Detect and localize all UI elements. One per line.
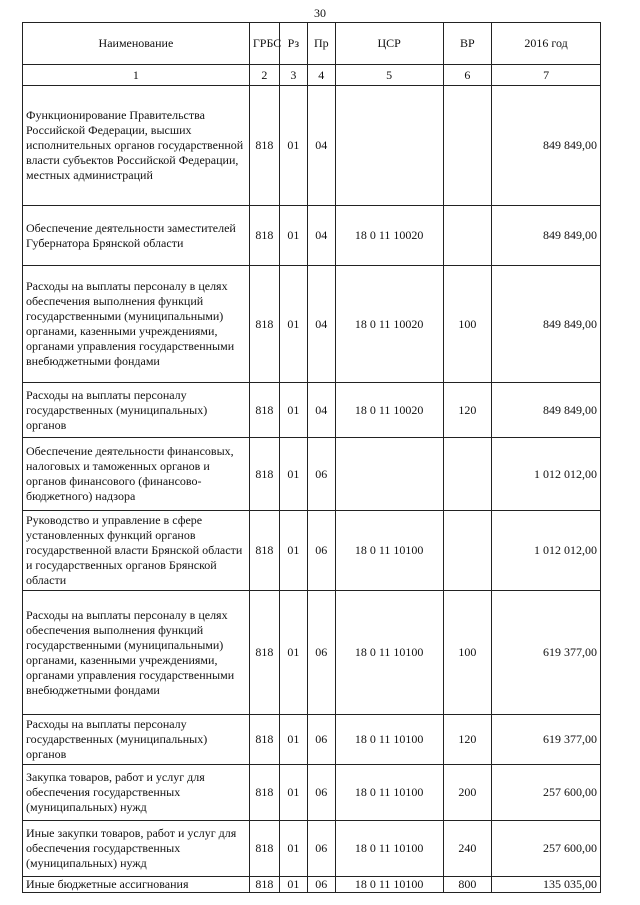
- header-vr: ВР: [443, 23, 492, 65]
- row-vr: [443, 206, 492, 266]
- table-row: [23, 591, 601, 715]
- row-grbs: 818: [249, 86, 279, 206]
- row-csr: [335, 438, 443, 511]
- row-name: Обеспечение деятельности финансовых, налоговых и таможенных органов и органов финансового (финансово-бюджетного) надзора: [23, 438, 250, 511]
- row-name: Обеспечение деятельности заместителей Губернатора Брянской области: [23, 206, 250, 266]
- row-pr: 06: [307, 765, 335, 821]
- row-name: Иные бюджетные ассигнования: [23, 877, 250, 893]
- row-grbs: 818: [249, 715, 279, 765]
- row-vr: 100: [443, 591, 492, 715]
- table-row: [23, 765, 601, 821]
- row-vr: [443, 511, 492, 591]
- row-rz: 01: [279, 383, 307, 438]
- row-rz: 01: [279, 765, 307, 821]
- column-number: 5: [335, 65, 443, 86]
- row-csr: 18 0 11 10100: [335, 591, 443, 715]
- row-csr: 18 0 11 10100: [335, 511, 443, 591]
- table-row: [23, 383, 601, 438]
- row-grbs: 818: [249, 206, 279, 266]
- header-rz: Рз: [279, 23, 307, 65]
- header-pr: Пр: [307, 23, 335, 65]
- row-rz: 01: [279, 591, 307, 715]
- row-rz: 01: [279, 821, 307, 877]
- column-number: 7: [492, 65, 601, 86]
- table-row: [23, 86, 601, 206]
- row-sum: 619 377,00: [492, 591, 601, 715]
- column-number: 1: [23, 65, 250, 86]
- row-sum: 257 600,00: [492, 765, 601, 821]
- row-rz: 01: [279, 877, 307, 893]
- row-grbs: 818: [249, 821, 279, 877]
- row-grbs: 818: [249, 438, 279, 511]
- row-sum: 257 600,00: [492, 821, 601, 877]
- budget-table: [22, 22, 601, 893]
- table-row: [23, 206, 601, 266]
- row-sum: 619 377,00: [492, 715, 601, 765]
- table-row: [23, 511, 601, 591]
- row-csr: 18 0 11 10100: [335, 821, 443, 877]
- row-grbs: 818: [249, 591, 279, 715]
- row-sum: 1 012 012,00: [492, 511, 601, 591]
- row-pr: 06: [307, 511, 335, 591]
- row-grbs: 818: [249, 511, 279, 591]
- row-sum: 849 849,00: [492, 86, 601, 206]
- header-grbs: ГРБС: [249, 23, 279, 65]
- row-name: Функционирование Правительства Российской Федерации, высших исполнительных органов государственной власти субъектов Российской Федерации, местных администраций: [23, 86, 250, 206]
- row-name: Руководство и управление в сфере установленных функций органов государственной власти Брянской области и государственных органов Брянской области: [23, 511, 250, 591]
- row-grbs: 818: [249, 383, 279, 438]
- row-vr: 120: [443, 715, 492, 765]
- row-grbs: 818: [249, 266, 279, 383]
- row-pr: 04: [307, 86, 335, 206]
- row-pr: 04: [307, 383, 335, 438]
- row-rz: 01: [279, 266, 307, 383]
- row-vr: 240: [443, 821, 492, 877]
- row-name: Расходы на выплаты персоналу государственных (муниципальных) органов: [23, 383, 250, 438]
- row-name: Закупка товаров, работ и услуг для обеспечения государственных (муниципальных) нужд: [23, 765, 250, 821]
- row-name: Расходы на выплаты персоналу в целях обеспечения выполнения функций государственными (муниципальными) органами, казенными учреждениями, органами управления государственными внебюджетными фондами: [23, 266, 250, 383]
- row-sum: 135 035,00: [492, 877, 601, 893]
- row-sum: 1 012 012,00: [492, 438, 601, 511]
- row-name: Расходы на выплаты персоналу государственных (муниципальных) органов: [23, 715, 250, 765]
- row-rz: 01: [279, 86, 307, 206]
- table-row: [23, 821, 601, 877]
- table-row: [23, 715, 601, 765]
- row-vr: 200: [443, 765, 492, 821]
- row-csr: 18 0 11 10100: [335, 715, 443, 765]
- row-vr: 120: [443, 383, 492, 438]
- row-vr: 100: [443, 266, 492, 383]
- row-rz: 01: [279, 511, 307, 591]
- row-vr: [443, 438, 492, 511]
- row-pr: 06: [307, 877, 335, 893]
- row-vr: 800: [443, 877, 492, 893]
- row-rz: 01: [279, 715, 307, 765]
- column-number: 4: [307, 65, 335, 86]
- column-number: 2: [249, 65, 279, 86]
- row-vr: [443, 86, 492, 206]
- header-name: Наименование: [23, 23, 250, 65]
- row-grbs: 818: [249, 765, 279, 821]
- header-sum: 2016 год: [492, 23, 601, 65]
- column-number: 6: [443, 65, 492, 86]
- row-pr: 06: [307, 591, 335, 715]
- row-grbs: 818: [249, 877, 279, 893]
- row-csr: 18 0 11 10020: [335, 266, 443, 383]
- row-pr: 04: [307, 266, 335, 383]
- row-rz: 01: [279, 206, 307, 266]
- row-pr: 06: [307, 438, 335, 511]
- row-csr: 18 0 11 10020: [335, 206, 443, 266]
- table-row: [23, 266, 601, 383]
- row-name: Иные закупки товаров, работ и услуг для обеспечения государственных (муниципальных) нужд: [23, 821, 250, 877]
- row-name: Расходы на выплаты персоналу в целях обеспечения выполнения функций государственными (муниципальными) органами, казенными учреждениями, органами управления государственными внебюджетными фондами: [23, 591, 250, 715]
- row-csr: 18 0 11 10100: [335, 765, 443, 821]
- row-sum: 849 849,00: [492, 206, 601, 266]
- row-csr: 18 0 11 10020: [335, 383, 443, 438]
- column-number-row: [23, 65, 601, 86]
- row-sum: 849 849,00: [492, 383, 601, 438]
- header-csr: ЦСР: [335, 23, 443, 65]
- row-pr: 06: [307, 715, 335, 765]
- row-pr: 04: [307, 206, 335, 266]
- row-csr: 18 0 11 10100: [335, 877, 443, 893]
- row-pr: 06: [307, 821, 335, 877]
- table-row: [23, 877, 601, 893]
- column-number: 3: [279, 65, 307, 86]
- table-row: [23, 438, 601, 511]
- header-row: [23, 23, 601, 65]
- page-number: 30: [314, 6, 326, 20]
- row-sum: 849 849,00: [492, 266, 601, 383]
- row-csr: [335, 86, 443, 206]
- row-rz: 01: [279, 438, 307, 511]
